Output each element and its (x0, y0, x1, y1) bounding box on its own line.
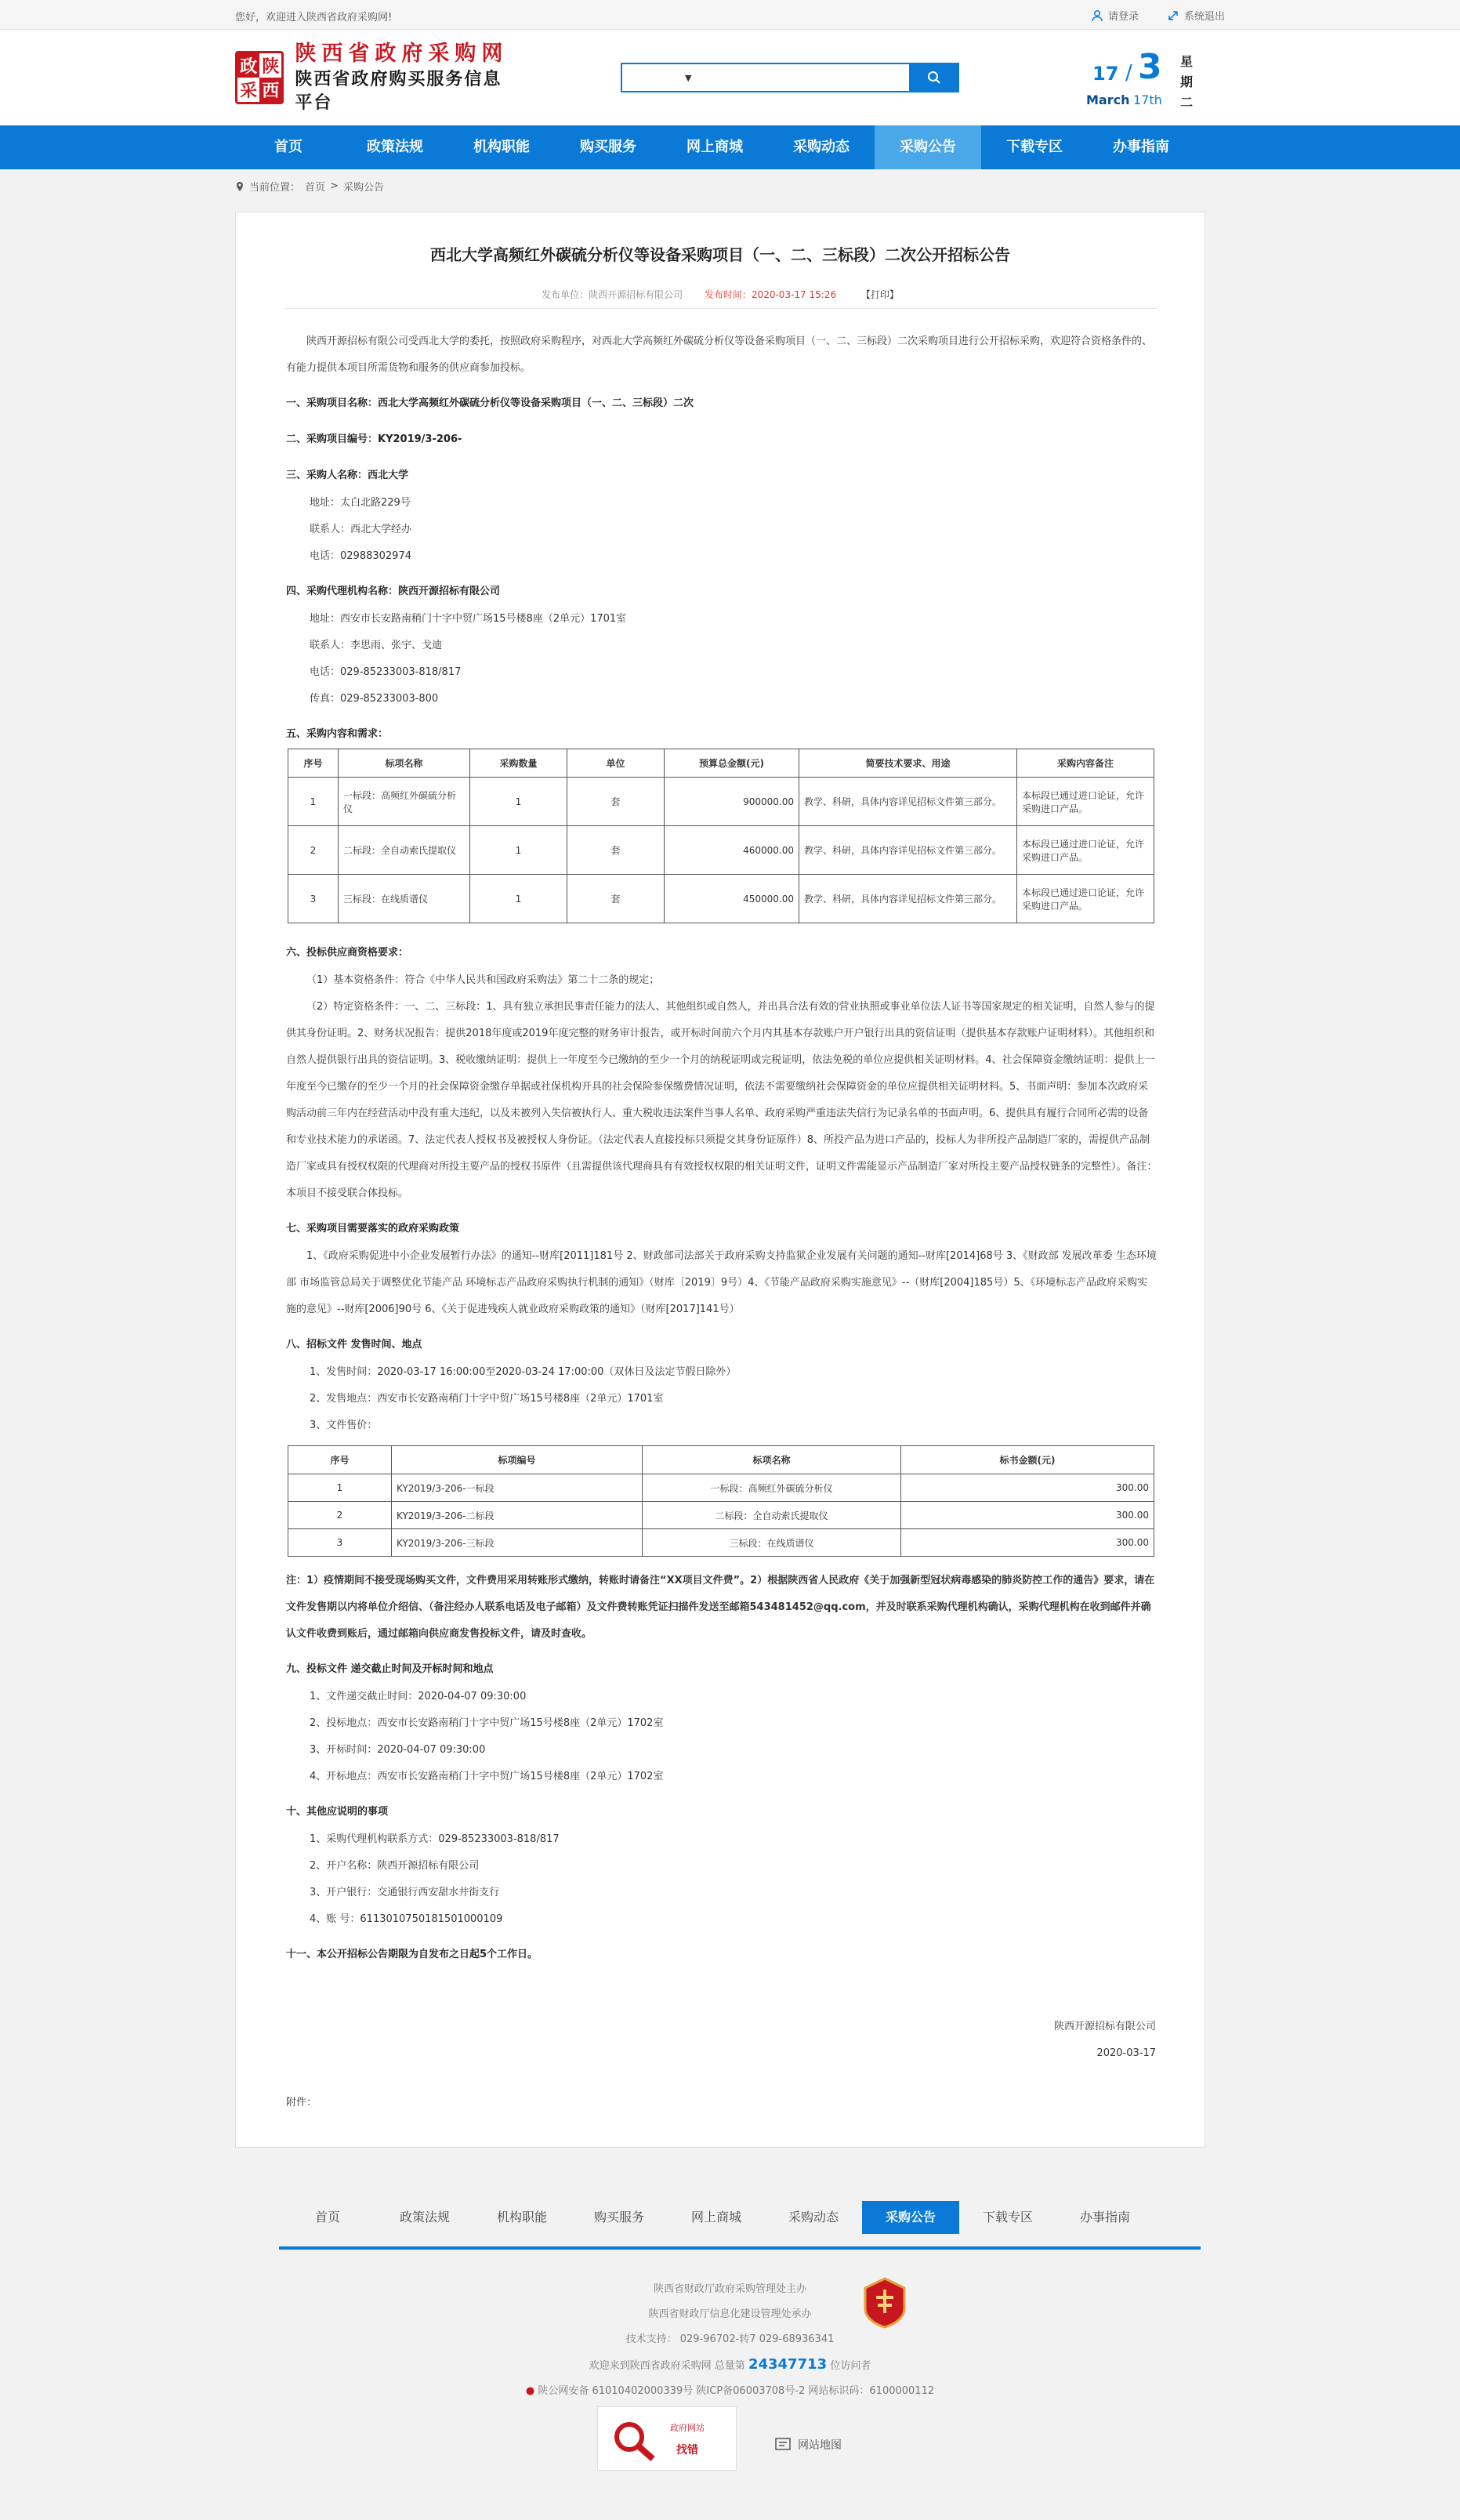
sitemap-label: 网站地图 (798, 2439, 842, 2452)
table-header: 标项编号 (392, 1446, 643, 1474)
nav-item-downloads[interactable]: 下载专区 (1006, 139, 1063, 155)
table-cell: 本标段已通过进口论证，允许采购进口产品。 (1017, 875, 1154, 923)
location-pin-icon (235, 181, 245, 192)
table-cell: 套 (567, 826, 665, 875)
article-meta (236, 288, 1205, 301)
table-cell: 1 (288, 1474, 392, 1502)
table-cell: 1 (288, 778, 339, 826)
weekday-char: 期 (1179, 74, 1193, 89)
section-requirements: 五、采购内容和需求： (286, 728, 389, 740)
table-row (288, 1502, 1154, 1529)
table-cell: 460000.00 (665, 826, 799, 875)
footer-icp (0, 2379, 1460, 2404)
qualification-basic: （1）基本资格条件：符合《中华人民共和国政府采购法》第二十二条的规定； (306, 974, 660, 986)
footer-nav-institutions[interactable]: 机构职能 (496, 2210, 547, 2224)
table-cell: 套 (567, 778, 665, 826)
account-number: 4、账 号：611301075018150100010​9 (310, 1913, 503, 1925)
date-month-number: 3 (1138, 47, 1162, 87)
article-card (235, 212, 1205, 2148)
account-name: 2、开户名称：陕西开源招标有限公司 (310, 1860, 480, 1872)
caret-down-icon[interactable]: ▼ (685, 73, 692, 83)
article-title: 西北大学高频红外碳硫分析仪等设备采购项目（一、二、三标段）二次公开招标公告 (430, 245, 1010, 264)
intro-paragraph: 陕西开源招标有限公司受西北大学的委托，按照政府采购程序，对西北大学高频红外碳硫分析仪等设备采购项目（一、二、三标段）二次采购项目进行公开招标采购，欢迎符合资格条件的、有能力提供本项目所需货物和服务的供应商参加投标。 (286, 335, 1153, 374)
icp-text: 陕公网安备 61010402000339号 陕ICP备06003708号-2 网站标识码：6100000112 (538, 2385, 935, 2397)
footer-host: 陕西省财政厅政府采购管理处主办 (653, 2283, 806, 2295)
magnifier-icon (609, 2418, 659, 2462)
table-cell: 教学、科研，具体内容详见招标文件第三部分。 (799, 826, 1017, 875)
logo-char: 陕 (259, 53, 281, 78)
footer-nav-home[interactable]: 首页 (314, 2210, 340, 2224)
section-project-number: 二、采购项目编号：KY2019/3-206- (286, 433, 462, 445)
qualification-specific: （2）特定资格条件：一、二、三标段：1、具有独立承担民事责任能力的法人、其他组织或自然人，并出具合法有效的营业执照或事业单位法人证书等国家规定的相关证明，自然人参与的提供其身份证明。2、财务状况报告：提供2018年度或2019年度完整的财务审计报告，或开标时间前六个月内其基本存款账户开户银行出具的资信证明（提供基本存款账户证明材料）。其他组织和自然人提供银行出具的资信证明。3、税收缴纳证明：提供上一年度至今已缴纳的至少一个月的纳税证明或完税证明，依法免税的单位应提供相关证明材料。4、社会保障资金缴纳证明：提供上一年度至今已缴存的至少一个月的社会保障资金缴存单据或社保机构开具的社会保险参保缴费情况证明，依法不需要缴纳社会保障资金的单位应提供相关证明材料。5、书面声明：参加本次政府采购活动前三年内在经营活动中没有重大违纪，以及未被列入失信被执行人、重大税收违法案件当事人名单、政府采购严重违法失信行为记录名单的书面声明。6、提供具有履行合同所必需的设备和专业技术能力的承诺函。7、法定代表人授权书及被授权人身份证。（法定代表人直接投标只须提交其身份证原件）8、所投产品为进口产品的，投标人为非所投产品制造厂家的，需提供产品制造厂家或具有授权权限的代理商对所投主要产品的授权书原件（且需提供该代理商具有有效授权权限的相关证明文件，证明文件需能显示产品制造厂家对所投主要产品授权链条的完整性）。备注：本项目不接受联合体投标。 (286, 1001, 1157, 1199)
bid-deadline: 1、文件递交截止时间：2020-04-07 09:30:00 (310, 1691, 527, 1702)
table-cell: 三标段：在线质谱仪 (643, 1529, 901, 1557)
table-header: 采购内容备注 (1017, 749, 1154, 778)
weekday-char: 星 (1179, 54, 1193, 69)
find-error-button[interactable] (597, 2406, 737, 2471)
sale-time: 1、发售时间：2020-03-17 16:00:00至2020-03-24 17:00:00（双休日及法定节假日除外） (310, 1366, 737, 1378)
breadcrumb (235, 179, 384, 194)
section-project-name: 一、采购项目名称：西北大学高频红外碳硫分析仪等设备采购项目（一、二、三标段）二次 (286, 397, 694, 409)
agency-phone: 电话：029-85233003-818/817 (310, 666, 462, 678)
search-input[interactable] (621, 63, 909, 92)
table-cell: 450000.00 (665, 875, 799, 923)
publish-time: 2020-03-17 15:26 (751, 289, 837, 300)
sale-price-label: 3、文件售价： (310, 1420, 378, 1431)
table-header: 序号 (288, 749, 339, 778)
header (0, 30, 1460, 125)
nav-item-institutions[interactable]: 机构职能 (473, 139, 530, 155)
publisher-label: 发布单位： (542, 289, 589, 300)
top-bar (0, 0, 1460, 30)
table-row (288, 1529, 1154, 1557)
section-period: 十一、本公开招标公告期限为自发布之日起5个工作日。 (286, 1949, 538, 1960)
opening-location: 4、开标地点：西安市长安路南稍门十字中贸广场15号楼8座（2单元）1702室 (310, 1771, 664, 1782)
signature-org: 陕西开源招标有限公司 (1053, 2021, 1156, 2032)
footer-nav-mall[interactable]: 网上商城 (690, 2210, 741, 2224)
nav-item-news[interactable]: 采购动态 (793, 139, 850, 155)
table-cell: 3 (288, 875, 339, 923)
top-links (1091, 8, 1225, 23)
signature-date: 2020-03-17 (1096, 2047, 1156, 2059)
opening-time: 3、开标时间：2020-04-07 09:30:00 (310, 1744, 486, 1756)
table-cell: 教学、科研，具体内容详见招标文件第三部分。 (799, 778, 1017, 826)
section-bid-submission: 九、投标文件 递交截止时间及开标时间和地点 (286, 1663, 494, 1675)
logo-char: 政 (237, 53, 259, 78)
table-cell: 二标段：全自动索氏提取仪 (643, 1502, 901, 1529)
agency-contact-info: 1、采购代理机构联系方式：029-85233003-818/817 (310, 1833, 560, 1845)
logo-seal (235, 51, 284, 104)
table-header: 预算总金额(元) (665, 749, 799, 778)
table-cell: 1 (470, 826, 567, 875)
weekday-char: 二 (1179, 95, 1193, 110)
breadcrumb-label: 当前位置： (249, 182, 301, 194)
table-cell: 900000.00 (665, 778, 799, 826)
table-cell: 300.00 (901, 1502, 1154, 1529)
visit-count: 24347713 (748, 2356, 828, 2373)
table-header: 单位 (567, 749, 665, 778)
logo-char: 采 (237, 78, 259, 102)
breadcrumb-separator: > (330, 180, 339, 192)
section-agency: 四、采购代理机构名称：陕西开源招标有限公司 (286, 586, 501, 597)
table-cell: KY2019/3-206-一标段 (392, 1474, 643, 1502)
police-badge-icon: ● (525, 2385, 535, 2397)
policies-text: 1、《政府采购促进中小企业发展暂行办法》的通知--财库[2011]181号 2、财政部司法部关于政府采购支持监狱企业发展有关问题的通知--财库[2014]68号 3、《财政部 发展改革委 生态环境部 市场监管总局关于调整优化节能产品 环境标志产品政府采购执行机制的通知》（财库〔2019〕9号）4、《节能产品政府采购实施意见》--（财库[2004]185号）5、《环境标志产品政府采购实施的意见》--财库[2006]90号 6、《关于促进残疾人就业政府采购政策的通知》（财库[2017]141号） (286, 1250, 1157, 1315)
table-cell: KY2019/3-206-二标段 (392, 1502, 643, 1529)
purchaser-phone: 电话：02988302974 (310, 550, 411, 562)
section-other: 十、其他应说明的事项 (286, 1806, 389, 1818)
table-cell: 套 (567, 875, 665, 923)
bank-name: 3、开户银行：交通银行西安甜水井街支行 (310, 1887, 500, 1898)
nav-item-guide[interactable]: 办事指南 (1113, 139, 1169, 155)
purchaser-address: 地址：太白北路229号 (310, 497, 411, 509)
publisher: 陕西开源招标有限公司 (589, 289, 683, 300)
footer-nav-guide[interactable]: 办事指南 (1079, 2210, 1130, 2224)
findme-label-top: 政府网站 (670, 2423, 705, 2433)
purchaser-contact: 联系人：西北大学经办 (310, 524, 412, 535)
table-cell: 一标段：高频红外碳硫分析仪 (339, 778, 470, 826)
footer-nav-announcements[interactable]: 采购公告 (862, 2201, 959, 2234)
footer-nav-downloads[interactable]: 下载专区 (982, 2210, 1033, 2224)
site-logo[interactable] (235, 42, 517, 113)
findme-label-bottom: 找错 (676, 2444, 698, 2457)
footer-nav (0, 2179, 1460, 2234)
table-header: 简要技术要求、用途 (799, 749, 1017, 778)
nav-item-announcements[interactable]: 采购公告 (875, 125, 981, 169)
section-policies: 七、采购项目需要落实的政府采购政策 (286, 1223, 460, 1235)
agency-contact: 联系人：李思雨、张宇、戈迪 (310, 640, 443, 651)
weekday (1177, 52, 1196, 113)
login-label: 请登录 (1107, 11, 1139, 23)
logo-title: 陕西省政府采购网 (295, 42, 509, 66)
login-link[interactable] (1091, 8, 1139, 23)
table-header: 采购数量 (470, 749, 567, 778)
table-header: 标项名称 (643, 1446, 901, 1474)
exit-icon (1167, 9, 1179, 22)
nav-item-mall[interactable]: 网上商城 (687, 139, 743, 155)
bid-location: 2、投标地点：西安市长安路南稍门十字中贸广场15号楼8座（2单元）1702室 (310, 1717, 664, 1729)
divider (284, 308, 1157, 309)
table-cell: 2 (288, 1502, 392, 1529)
table-header: 标项名称 (339, 749, 470, 778)
table-cell: 二标段：全自动索氏提取仪 (339, 826, 470, 875)
footer-nav-services[interactable]: 购买服务 (593, 2210, 644, 2224)
table-cell: 300.00 (901, 1474, 1154, 1502)
footer-nav-news[interactable]: 采购动态 (788, 2210, 839, 2224)
user-icon (1091, 9, 1103, 22)
attachment-label: 附件： (286, 2097, 317, 2108)
table-row (288, 1474, 1154, 1502)
party-badge-icon[interactable] (862, 2277, 908, 2329)
agency-fax: 传真：029-85233003-800 (310, 693, 439, 705)
table-cell: KY2019/3-206-三标段 (392, 1529, 643, 1557)
sitemap-icon (774, 2436, 792, 2453)
print-button[interactable]: 【打印】 (860, 289, 899, 300)
search-icon (927, 71, 941, 85)
table-header: 序号 (288, 1446, 392, 1474)
nav-item-policy[interactable]: 政策法规 (367, 139, 423, 155)
table-cell: 本标段已通过进口论证，允许采购进口产品。 (1017, 826, 1154, 875)
main-nav (0, 125, 1460, 169)
table-row (288, 778, 1154, 826)
section-qualifications: 六、投标供应商资格要求： (286, 947, 409, 959)
section-purchaser: 三、采购人名称：西北大学 (286, 470, 409, 481)
time-label: 发布时间： (704, 289, 752, 300)
footer-divider (279, 2246, 1201, 2250)
date-slash: / (1125, 61, 1132, 85)
date-widget (1086, 45, 1243, 116)
table-cell: 3 (288, 1529, 392, 1557)
date-month: March (1086, 92, 1130, 107)
logo-subtitle: 陕西省政府购买服务信息平台 (295, 69, 502, 113)
visit-suffix: 位访问者 (830, 2360, 871, 2372)
table-row (288, 875, 1154, 923)
table-cell: 1 (470, 778, 567, 826)
table-header: 标书金额(元) (901, 1446, 1154, 1474)
breadcrumb-home[interactable]: 首页 (305, 182, 326, 194)
exit-label: 系统退出 (1183, 11, 1225, 23)
footer-info (0, 2277, 1460, 2404)
table-cell: 2 (288, 826, 339, 875)
article-content (286, 328, 1157, 1969)
logo-char: 西 (259, 78, 281, 102)
search-button[interactable] (909, 63, 959, 92)
table-row (288, 826, 1154, 875)
footer-nav-policy[interactable]: 政策法规 (399, 2210, 450, 2224)
section-sale: 八、招标文件 发售时间、地点 (286, 1339, 422, 1351)
table-cell: 本标段已通过进口论证，允许采购进口产品。 (1017, 778, 1154, 826)
table-cell: 教学、科研，具体内容详见招标文件第三部分。 (799, 875, 1017, 923)
epidemic-note: 注：1）疫情期间不接受现场购买文件，文件费用采用转账形式缴纳，转账时请备注“XX项目文件费”。2）根据陕西省人民政府《关于加强新型冠状病毒感染的肺炎防控工作的通告》要求，请在文件发售期以内将单位介绍信、（备注经办人联系电话及电子邮箱）及文件费转账凭证扫描件发送至邮箱543481452@qq.com，并及时联系采购代理机构确认，采购代理机构在收到邮件并确认文件收费到账后，通过邮箱向供应商发售投标文件，请及时查收。 (286, 1575, 1155, 1640)
search-bar (621, 63, 959, 92)
date-day: 17 (1092, 63, 1119, 85)
table-cell: 一标段：高频红外碳硫分析仪 (643, 1474, 901, 1502)
table-cell: 1 (470, 875, 567, 923)
table-cell: 300.00 (901, 1529, 1154, 1557)
footer-support: 技术支持： 029-96702-转7 029-68936341 (625, 2333, 835, 2345)
sitemap-link[interactable] (774, 2436, 842, 2453)
date-dayth: 17th (1133, 92, 1162, 107)
signature-block (1054, 2014, 1156, 2067)
nav-item-home[interactable]: 首页 (274, 139, 303, 155)
breadcrumb-current[interactable]: 采购公告 (342, 182, 384, 194)
table-cell: 三标段：在线质谱仪 (339, 875, 470, 923)
nav-item-services[interactable]: 购买服务 (580, 139, 636, 155)
welcome-text: 您好，欢迎进入陕西省政府采购网! (235, 12, 393, 24)
agency-address: 地址：西安市长安路南稍门十字中贸广场15号楼8座（2单元）1701室 (310, 613, 627, 625)
sale-location: 2、发售地点：西安市长安路南稍门十字中贸广场15号楼8座（2单元）1701室 (310, 1393, 664, 1405)
visit-prefix: 欢迎来到陕西省政府采购网 总量第 (589, 2360, 745, 2372)
requirements-table (288, 749, 1154, 923)
footer-visits (0, 2352, 1460, 2379)
exit-link[interactable] (1167, 8, 1225, 23)
footer-build: 陕西省财政厅信息化建设管理处承办 (648, 2308, 812, 2320)
fee-table (288, 1445, 1154, 1557)
